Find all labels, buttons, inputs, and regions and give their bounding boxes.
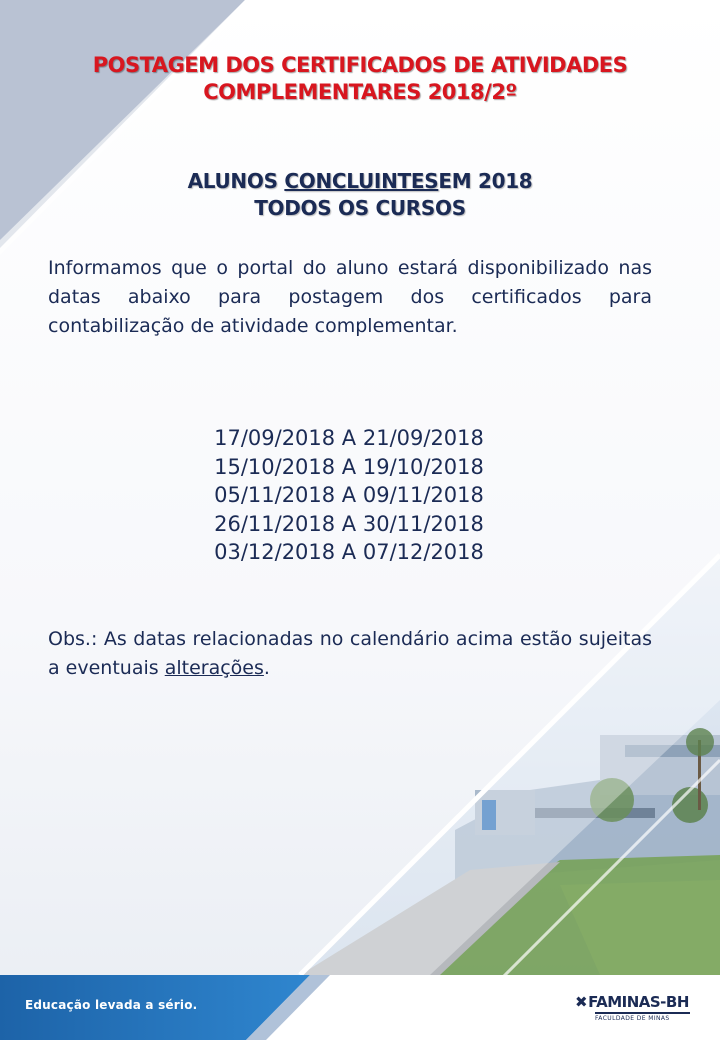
faminas-logo (575, 994, 695, 1022)
logo-name: FAMINAS-BH (588, 993, 689, 1011)
date-range: 17/09/2018 A 21/09/2018 (214, 426, 484, 450)
footer-tagline: Educação levada a sério. (25, 998, 198, 1012)
observation-text: Obs.: As datas relacionadas no calendário acima estão sujeitas a eventuais (48, 628, 652, 679)
page-title (30, 52, 690, 106)
audience-heading (30, 168, 690, 222)
audience-word-concluintes: CONCLUINTES (284, 169, 439, 193)
observation-underlined: alterações (164, 657, 264, 679)
info-paragraph: Informamos que o portal do aluno estará disponibilizado nas datas abaixo para postagem dos certificados para contabilização de atividade complementar. (48, 257, 652, 337)
observation-end: . (263, 657, 270, 679)
title-line-2: COMPLEMENTARES 2018/2º (203, 80, 517, 104)
date-range: 26/11/2018 A 30/11/2018 (214, 511, 484, 536)
date-list (0, 424, 698, 567)
observation-note (48, 625, 652, 683)
audience-word-year: EM 2018 (438, 169, 533, 193)
title-line-1: POSTAGEM DOS CERTIFICADOS DE ATIVIDADES (92, 53, 628, 77)
date-range: 05/11/2018 A 09/11/2018 (214, 483, 484, 507)
logo-cross-icon: ✖ (575, 993, 588, 1011)
audience-line-2: TODOS OS CURSOS (254, 196, 466, 220)
date-range: 03/12/2018 A 07/12/2018 (214, 540, 484, 564)
date-range: 15/10/2018 A 19/10/2018 (214, 454, 484, 479)
logo-subtitle: FACULDADE DE MINAS (595, 1012, 690, 1022)
audience-word-alunos: ALUNOS (187, 169, 278, 193)
audience-line-1 (30, 168, 690, 195)
